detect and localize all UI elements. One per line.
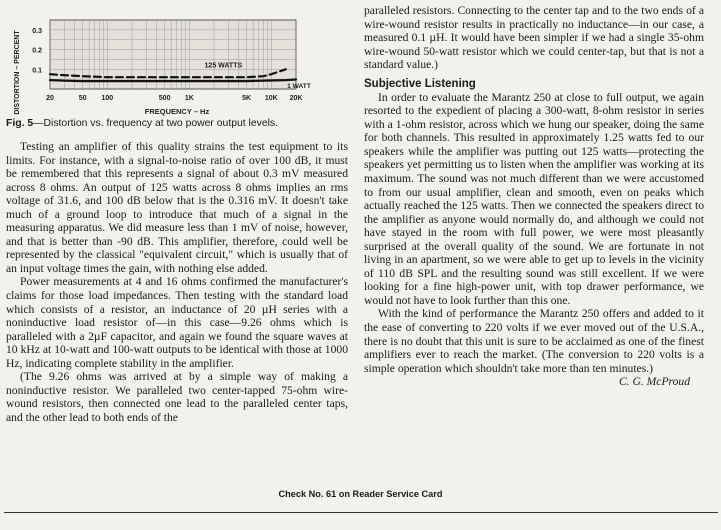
x-tick-label: 5K	[242, 95, 252, 102]
right-paragraph-1: In order to evaluate the Marantz 250 at close to full output, we again resorted to the expedient of placing a 300-watt, 8-ohm resistor in series with a 1-ohm resistor, across which we hung our speaker, doing the same for both channels. This resulted in approximately 1.25 watts fed to our speakers while the amplifier was putting out 125 watts—protecting the speakers yet permitting us to listen when the amplifier was working at its maximum. The sound was not much different than we were accustomed to from our usual amplifier, clean and smooth, even on peaks which actually reached the 125 watts. Then we connected the speakers direct to the amplifier as anyone would normally do, and although we could not have stayed in the room with full power, we were most pleasantly surprised at the overall quality of the sound. We are fortunate in not living in an apartment, so we were able to get up to levels in the vicinity of 110 dB SPL and the resulting sound was still excellent. If we were looking for a fine high-power unit, with top drawer performance, we would not have to look further than this one.	[364, 90, 704, 307]
x-tick-label: 10K	[264, 95, 278, 102]
figure-caption-text: —Distortion vs. frequency at two power output levels.	[33, 118, 279, 129]
y-axis-label: DISTORTION – PERCENT	[14, 30, 21, 115]
left-paragraph-1: Testing an amplifier of this quality strains the test equipment to its limits. For instance, with a signal-to-noise ratio of over 100 dB, it must be remembered that this represents a signal of about 0.3 mV measured across 8 ohms. An output of 125 watts across 8 ohms implies an rms voltage of 31.6, and 100 dB below that is the 0.316 mV. It doesn't take much of a ground loop to introduce that much of a signal in the measuring apparatus. We did measure less than 1 mV of noise, however, and that is better than -90 dB. This amplifier, therefore, could well be represented by the classical "equivalent circuit," which is usually that of an input voltage times the gain, with nothing else added.	[6, 140, 348, 275]
plot-area	[50, 20, 296, 89]
y-tick-label: 0.1	[32, 67, 42, 75]
figure-caption	[6, 118, 348, 130]
left-paragraph-3: (The 9.26 ohms was arrived at by a simple way of making a noninductive resistor. We paralleled two center-tapped 75-ohm wire-wound resistors, then connected one lead to the paralleled center taps, and the other lead to both ends of the	[6, 370, 348, 424]
x-tick-label: 100	[101, 95, 114, 102]
y-tick-label: 0.2	[32, 47, 42, 55]
left-paragraph-2: Power measurements at 4 and 16 ohms confirmed the manufacturer's claims for those load impedances. Then testing with the standard load which consists of a resistor, an inductance of 20 µH series with a noninductive load resistor of—in this case—9.26 ohms which is paralleled with a 2µF capacitor, and again we found the square waves at 10 kHz at 10-watt and 100-watt outputs to be identical with those at 1000 Hz, indicating complete stability in the amplifier.	[6, 275, 348, 370]
figure-caption-label: Fig. 5	[6, 118, 34, 129]
left-column	[6, 0, 348, 424]
reader-service-footer: Check No. 61 on Reader Service Card	[278, 489, 443, 499]
author-signature: C. G. McProud	[618, 375, 690, 389]
section-heading: Subjective Listening	[364, 77, 476, 90]
series-label-125-watts: 125 WATTS	[204, 62, 243, 70]
right-paragraph-2: With the kind of performance the Marantz 250 offers and added to it the ease of converting to 220 volts if we ever moved out of the U.S.A., there is no doubt that this unit is sure to be acclaimed as one of the finest amplifiers ever to reach the market. (The conversion to 220 volts is a simple operation which shouldn't take more than ten minutes.)	[364, 307, 704, 375]
page-rule	[4, 512, 718, 513]
right-continuation-paragraph: paralleled resistors. Connecting to the center tap and to the two ends of a wire-wound resistor results in practically no inductance—in our case, a measured 0.1 µH. It would have been simpler if we had a single 35-ohm wire-wound 50-watt resistor which we could center-tap, but that is not a standard value.)	[364, 4, 704, 72]
x-tick-label: 20	[46, 95, 54, 102]
x-axis-label: FREQUENCY – Hz	[144, 107, 210, 116]
x-tick-label: 1K	[184, 95, 194, 102]
x-tick-label: 20K	[289, 95, 303, 102]
x-tick-label: 50	[78, 95, 87, 102]
series-label-1-watt: 1 WATT	[287, 83, 311, 91]
right-column	[364, 0, 704, 388]
x-tick-label: 500	[158, 95, 171, 102]
y-tick-label: 0.3	[32, 27, 42, 35]
distortion-chart	[6, 0, 348, 118]
